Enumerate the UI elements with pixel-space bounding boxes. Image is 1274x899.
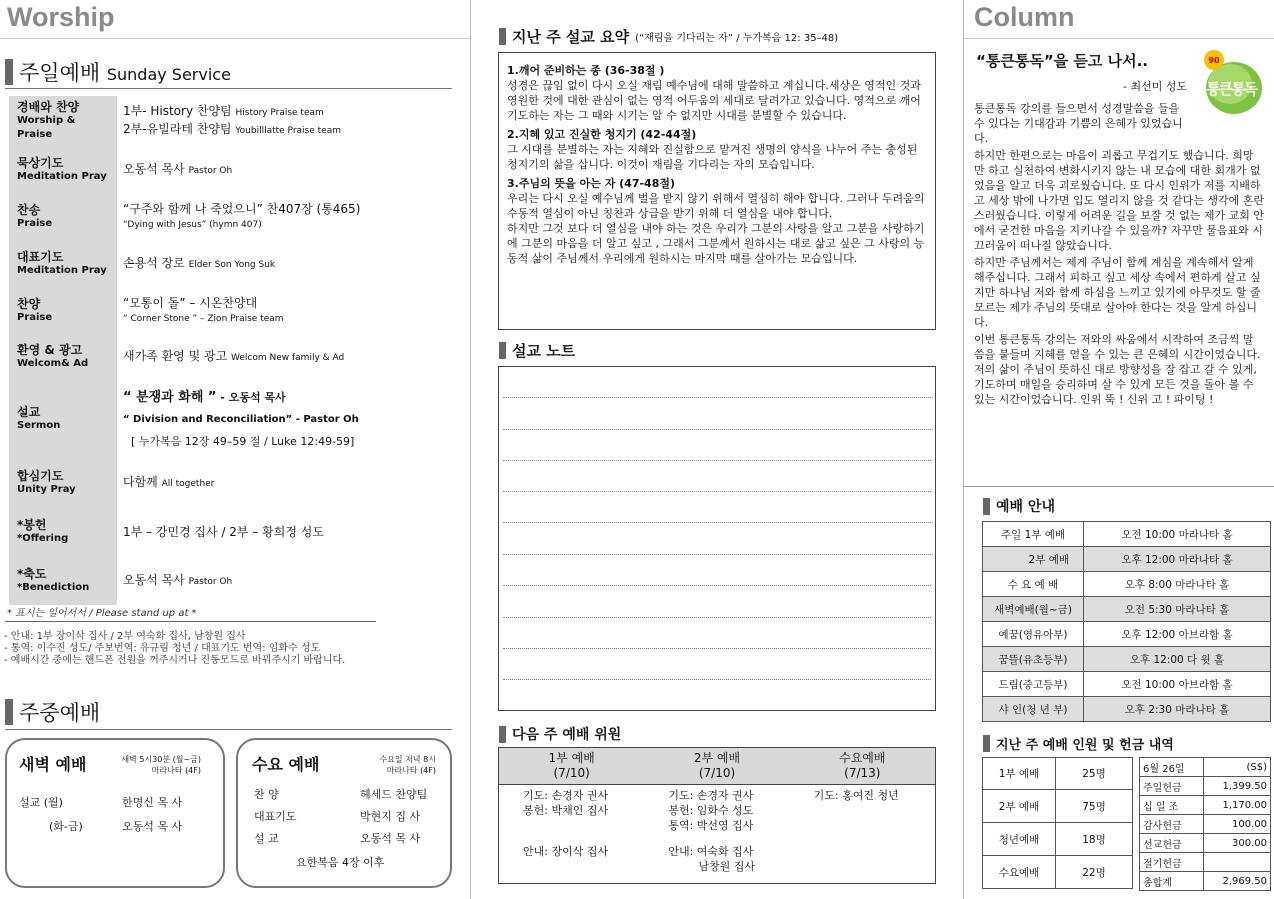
committee-entry: 남창원 집사 bbox=[698, 860, 755, 873]
table-row bbox=[983, 647, 1271, 672]
column-author: - 최선미 성도 bbox=[1123, 80, 1188, 93]
wednesday-time: 수요일 저녁 8시 bbox=[379, 755, 436, 764]
item-value: 2부-유빌라테 찬양팀 bbox=[123, 122, 232, 136]
report-title: 지난 주 예배 인원 및 헌금 내역 bbox=[996, 738, 1174, 753]
attendance-service: 1부 예배 bbox=[983, 758, 1056, 790]
service-item bbox=[9, 287, 452, 334]
committee-entry: 안내: 장이삭 집사 bbox=[523, 845, 609, 858]
sermon-title-en: “ Division and Reconciliation” - Pastor Oh bbox=[123, 413, 359, 425]
summary-heading bbox=[499, 26, 838, 47]
notice-line: - 통역: 이수진 성도/ 주보번역: 유규림 청년 / 대표기도 번역: 임화수 성도 bbox=[4, 643, 321, 654]
schedule-name: 2부 예배 bbox=[983, 547, 1084, 572]
item-label-ko: 대표기도 bbox=[17, 249, 64, 264]
offering-currency: (S$) bbox=[1203, 758, 1270, 777]
service-item bbox=[9, 557, 452, 605]
table-row bbox=[983, 597, 1271, 622]
notice-line: - 안내: 1부 장이삭 집사 / 2부 여숙화 집사, 남창원 집사 bbox=[4, 631, 246, 642]
table-row bbox=[983, 572, 1271, 597]
table-row bbox=[1140, 815, 1271, 834]
summary-reference: (“재림을 기다리는 자” / 누가복음 12: 35–48) bbox=[635, 33, 839, 44]
dawn-person: 오동석 목 사 bbox=[122, 820, 183, 833]
dawn-place: 마라나타 (4F) bbox=[151, 766, 201, 775]
service-item bbox=[9, 193, 452, 240]
summary-point-heading: 1.깨어 준비하는 종 (36-38절 ) bbox=[507, 64, 665, 77]
item-label-ko: 찬양 bbox=[17, 296, 41, 311]
report-heading bbox=[983, 734, 1174, 753]
item-label-en: *Benediction bbox=[17, 582, 90, 593]
section-bar-icon bbox=[983, 498, 990, 515]
offering-amount bbox=[1203, 853, 1270, 872]
column-paragraph: 하지만 주님께서는 제게 주님이 함께 계심을 계속해서 알게 해주십니다. 그래서 피하고 싶고 세상 속에서 편하게 살고 싶지만 하나님 저와 함께 하심을 느끼고 있기에 아무것도 할 줄 모르는 제가 주님의 뜻대로 살아야 한다는 것을 알게 하십니다. bbox=[974, 256, 1261, 329]
item-value-en: “ Corner Stone ” – Zion Praise team bbox=[123, 313, 284, 324]
table-row bbox=[1140, 872, 1271, 891]
offering-amount: 1,399.50 bbox=[1203, 777, 1270, 796]
midweek-heading bbox=[5, 697, 100, 727]
dawn-worship-card bbox=[5, 738, 225, 888]
wednesday-place: 마라나타 (4F) bbox=[386, 766, 436, 775]
offering-amount: 300.00 bbox=[1203, 834, 1270, 853]
item-value-en: Pastor Oh bbox=[188, 165, 233, 176]
offering-type: 총합계 bbox=[1140, 872, 1204, 891]
worship-schedule-table bbox=[982, 521, 1271, 722]
table-row bbox=[983, 672, 1271, 697]
item-value-en: Pastor Oh bbox=[188, 577, 233, 587]
item-label-ko: 환영 & 광고 bbox=[17, 342, 83, 357]
item-value: “모통이 돌” – 시온찬양대 bbox=[123, 295, 258, 310]
service-item bbox=[9, 240, 452, 287]
attendance-service: 청년예배 bbox=[983, 823, 1056, 856]
notice-line: - 예배시간 중에는 핸드폰 전원을 꺼주시거나 진동모드로 바꿔주시기 바랍니다. bbox=[4, 655, 346, 666]
table-row bbox=[983, 758, 1133, 790]
item-label-ko: 경배와 찬양 bbox=[17, 100, 80, 114]
committee-entry: 통역: 박선영 집사 bbox=[668, 819, 754, 832]
committee-entry: 기도: 손경자 권사 bbox=[668, 789, 754, 802]
offering-amount: 2,969.50 bbox=[1203, 872, 1270, 891]
committee-header: 2부 예배 bbox=[693, 751, 741, 765]
item-label-en: Meditation Pray bbox=[17, 264, 107, 276]
committee-date: (7/10) bbox=[698, 766, 736, 780]
committee-entry: 기도: 손경자 권사 bbox=[523, 789, 609, 802]
offering-amount: 1,170.00 bbox=[1203, 796, 1270, 815]
sermon-title-ko: “ 분쟁과 화해 ” bbox=[123, 389, 217, 405]
section-bar-icon bbox=[499, 726, 506, 743]
wednesday-person: 헤세드 찬양팀 bbox=[360, 788, 428, 801]
item-label-ko: *축도 bbox=[17, 567, 47, 581]
section-bar-icon bbox=[499, 28, 506, 45]
sermon-summary-box bbox=[498, 52, 936, 330]
table-row bbox=[1140, 796, 1271, 815]
summary-title: 지난 주 설교 요약 bbox=[512, 28, 630, 46]
worship-guide-title: 예배 안내 bbox=[996, 499, 1055, 515]
offering-type: 주일헌금 bbox=[1140, 777, 1204, 796]
column-paragraph: 통큰통독 강의를 들으면서 성경말씀을 들을 수 있다는 기대감과 기쁨의 은혜가 있었습니다. bbox=[974, 102, 1183, 145]
item-value: 1부 – 강민경 집사 / 2부 – 황희정 성도 bbox=[123, 525, 324, 539]
item-value-en: History Praise team bbox=[235, 108, 324, 118]
schedule-time: 오후 12:00 마라나타 홀 bbox=[1084, 547, 1271, 572]
committee-header: 수요예배 bbox=[839, 751, 886, 765]
table-row bbox=[1140, 758, 1271, 777]
sermon-preacher: - 오동석 목사 bbox=[216, 390, 286, 404]
item-value: 손용석 장로 bbox=[123, 255, 185, 270]
attendance-count: 22명 bbox=[1056, 856, 1133, 889]
item-value-en: Elder Son Yong Suk bbox=[188, 259, 276, 270]
service-item bbox=[9, 459, 452, 507]
wednesday-worship-card bbox=[236, 738, 452, 888]
dawn-role: 설교 (월) bbox=[19, 796, 63, 809]
summary-paragraph: 하지만 그것 보다 더 열심을 내야 하는 것은 우리가 그분의 사랑을 알고 그분을 사랑하기에 그분의 마음을 더 알고 싶고 , 그래서 그분께서 원하시는 대로 삶고 싶은 그 사랑의 능동적 삶이 주님께서 우리에게 원하시는 마지막 때를 살아가는 모습입니다. bbox=[507, 222, 925, 265]
summary-point-heading: 3.주님의 뜻을 아는 자 (47-48절) bbox=[507, 177, 676, 190]
committee-date: (7/10) bbox=[553, 766, 590, 780]
item-label-en: Sermon bbox=[17, 420, 61, 431]
section-bar-icon bbox=[983, 735, 990, 752]
attendance-service: 수요예배 bbox=[983, 856, 1056, 889]
schedule-time: 오후 12:00 아브라함 홀 bbox=[1084, 622, 1271, 647]
item-label-en: *Offering bbox=[17, 533, 69, 544]
order-of-service bbox=[9, 96, 452, 605]
committee-header: 1부 예배 bbox=[548, 751, 595, 765]
summary-paragraph: 우리는 다시 오실 예수님께 벌을 받지 않기 위해서 열심히 해야 합니다. 그러나 두려움의 수동적 열심이 아닌 칭찬과 상급을 받기 위해 더 열심을 내야 합니다. bbox=[507, 192, 925, 220]
wednesday-title: 수요 예배 bbox=[252, 755, 320, 774]
offering-type: 절기헌금 bbox=[1140, 853, 1204, 872]
section-bar-icon bbox=[499, 342, 506, 359]
schedule-time: 오전 10:00 아브라함 홀 bbox=[1084, 672, 1271, 697]
schedule-time: 오전 10:00 마라나타 홀 bbox=[1084, 522, 1271, 547]
attendance-count: 75명 bbox=[1056, 790, 1133, 823]
service-item bbox=[9, 334, 452, 379]
dawn-title: 새벽 예배 bbox=[19, 755, 87, 774]
schedule-name: 꿈뜰(유초등부) bbox=[983, 647, 1084, 672]
sunday-service-heading bbox=[5, 57, 231, 87]
service-item bbox=[9, 96, 452, 146]
dawn-person: 한명신 목 사 bbox=[122, 796, 183, 809]
table-row bbox=[983, 622, 1271, 647]
section-bar-icon bbox=[5, 699, 13, 725]
sunday-title-en: Sunday Service bbox=[106, 65, 231, 84]
committee-entry: 기도: 홍여진 청년 bbox=[813, 789, 899, 802]
schedule-name: 드림(중고등부) bbox=[983, 672, 1084, 697]
item-value-en: Welcom New family & Ad bbox=[231, 352, 345, 363]
table-row bbox=[1140, 834, 1271, 853]
table-row bbox=[983, 823, 1133, 856]
schedule-name: 수 요 예 배 bbox=[983, 572, 1084, 597]
sunday-title-ko: 주일예배 bbox=[19, 61, 101, 85]
attendance-count: 18명 bbox=[1056, 823, 1133, 856]
sermon-scripture: [ 누가복음 12장 49–59 절 / Luke 12:49-59] bbox=[131, 434, 355, 448]
column-body bbox=[974, 101, 1264, 407]
next-week-heading bbox=[499, 724, 621, 744]
column-heading: “통큰통독”을 듣고 나서.. bbox=[976, 52, 1148, 70]
item-label-ko: 설교 bbox=[17, 405, 41, 419]
dawn-time: 새벽 5시30분 (월~금) bbox=[121, 755, 201, 764]
offering-date: 6월 26일 bbox=[1140, 758, 1204, 777]
item-value-en: “Dying with Jesus” (hymn 407) bbox=[123, 219, 262, 230]
item-value: 오동석 목사 bbox=[123, 161, 185, 176]
item-value: 오동석 목사 bbox=[123, 573, 185, 587]
schedule-name: 예꿈(영유아부) bbox=[983, 622, 1084, 647]
next-week-committee-box bbox=[498, 747, 936, 884]
schedule-time: 오후 8:00 마라나타 홀 bbox=[1084, 572, 1271, 597]
item-value-en: All together bbox=[161, 479, 215, 489]
wednesday-person: 박현지 집 사 bbox=[360, 810, 421, 823]
item-value: 1부- History 찬양팀 bbox=[123, 104, 232, 118]
offering-amount: 100.00 bbox=[1203, 815, 1270, 834]
notes-title: 설교 노트 bbox=[512, 342, 576, 360]
offering-table bbox=[1139, 757, 1271, 891]
table-row bbox=[1140, 777, 1271, 796]
offering-type: 십 일 조 bbox=[1140, 796, 1204, 815]
wednesday-person: 오동석 목 사 bbox=[360, 832, 421, 845]
worship-title: Worship bbox=[7, 2, 115, 32]
schedule-time: 오후 2:30 마라나타 홀 bbox=[1084, 697, 1271, 722]
service-item bbox=[9, 146, 452, 193]
item-value: 새가족 환영 및 광고 bbox=[123, 348, 228, 363]
committee-entry: 봉헌: 임화수 성도 bbox=[668, 804, 754, 817]
wednesday-role: 대표기도 bbox=[254, 810, 297, 823]
schedule-name: 새벽예배(월~금) bbox=[983, 597, 1084, 622]
summary-paragraph: 성경은 끊임 없이 다시 오실 재림 예수님에 대해 말씀하고 계십니다.세상은 영적인 것과 영원한 것에 대한 관심이 없는 영적 어두움의 세대로 달려가고 있습니다. 영적으로 깨어 기도하는 자는 그 때와 시기는 알 수 없지만 시대를 분별할 수 있습니다. bbox=[507, 79, 921, 122]
table-row bbox=[983, 697, 1271, 722]
attendance-table bbox=[982, 757, 1133, 889]
schedule-time: 오전 5:30 마라나타 홀 bbox=[1084, 597, 1271, 622]
item-value-en: Youbilllatte Praise team bbox=[235, 126, 341, 136]
sermon-notes-box[interactable] bbox=[498, 366, 936, 711]
stand-note: * 표시는 일어서서 / Please stand up at * bbox=[7, 608, 197, 619]
table-row bbox=[983, 790, 1133, 823]
item-label-en: Praise bbox=[17, 311, 53, 323]
logo-text: 통큰통독 bbox=[1206, 80, 1258, 98]
wednesday-role: 설 교 bbox=[254, 832, 279, 845]
offering-type: 감사헌금 bbox=[1140, 815, 1204, 834]
service-item bbox=[9, 507, 452, 557]
offering-type: 선교헌금 bbox=[1140, 834, 1204, 853]
item-label-en: Praise bbox=[17, 217, 53, 229]
table-row bbox=[983, 547, 1271, 572]
wednesday-scripture: 요한복음 4장 이후 bbox=[296, 856, 385, 869]
schedule-name: 샤 인(청 년 부) bbox=[983, 697, 1084, 722]
item-label-en: Welcom& Ad bbox=[17, 357, 89, 369]
item-label-ko: *봉헌 bbox=[17, 518, 47, 532]
item-label-en: Meditation Pray bbox=[17, 170, 107, 182]
schedule-time: 오후 12:00 다 윗 홀 bbox=[1084, 647, 1271, 672]
notes-heading bbox=[499, 340, 575, 361]
worship-guide-heading bbox=[983, 496, 1055, 516]
next-week-title: 다음 주 예배 위원 bbox=[512, 727, 622, 743]
column-paragraph: 이번 통큰통독 강의는 저와의 싸움에서 시작하여 조금씩 말씀을 붙들며 지혜를 얻을 수 있는 큰 은혜의 시간이었습니다. 저의 삶이 주님이 뜻하신 대로 방향성을 잘 잡고 갈 수 있게, 기도하며 매일을 승리하며 살 수 있게 모든 것을 돌아 볼 수 있는 시간이었습니다. 인위 뚝 ! 신위 고 ! 파이팅 ! bbox=[974, 333, 1261, 406]
summary-paragraph: 그 시대를 분별하는 자는 지혜와 진실함으로 맡겨진 생명의 양식을 나누어 주는 충성된 청지기의 삶을 삽니다. 이것이 재림을 기다리는 자의 모습입니다. bbox=[507, 143, 918, 171]
committee-date: (7/13) bbox=[844, 766, 881, 780]
section-bar-icon bbox=[5, 59, 13, 85]
item-label-ko: 묵상기도 bbox=[17, 155, 64, 170]
table-row bbox=[983, 856, 1133, 889]
schedule-name: 주일 1부 예배 bbox=[983, 522, 1084, 547]
svg-text:90: 90 bbox=[1208, 56, 1220, 65]
committee-entry: 안내: 여숙화 집사 bbox=[668, 845, 754, 858]
wednesday-role: 찬 양 bbox=[254, 788, 279, 801]
attendance-count: 25명 bbox=[1056, 758, 1133, 790]
item-label-ko: 합심기도 bbox=[17, 469, 64, 483]
midweek-title: 주중예배 bbox=[19, 701, 101, 725]
table-row bbox=[983, 522, 1271, 547]
item-label-en: Unity Pray bbox=[17, 484, 76, 495]
table-row bbox=[1140, 853, 1271, 872]
dawn-role: (화-금) bbox=[49, 820, 83, 833]
column-paragraph: 하지만 한편으로는 마음이 괴롭고 무겁기도 했습니다. 희망만 하고 실천하여 변화시키지 않는 내 모습에 대한 회개가 없었음을 알고 더욱 괴로웠습니다. 또 다시 인위가 저를 지배하고 세상 밖에 나가면 입도 열리지 않을 것 같다는 생각에 혼란스러웠습니다. 이렇게 어려운 길을 보잘 것 없는 제가 교회 안에서 굳건한 마음을 지키나갈 수 있을까? 자꾸만 물음표와 시끄러움이 떠나질 않았습니다. bbox=[974, 149, 1264, 252]
item-value: “구주와 함께 나 죽었으니” 찬407장 (통465) bbox=[123, 201, 361, 216]
item-value: 다함께 bbox=[123, 475, 158, 489]
item-label-ko: 찬송 bbox=[17, 202, 41, 217]
attendance-service: 2부 예배 bbox=[983, 790, 1056, 823]
committee-entry: 봉헌: 박채인 집사 bbox=[523, 804, 609, 817]
service-item bbox=[9, 379, 452, 459]
column-title: Column bbox=[974, 2, 1075, 32]
item-label-en: Worship & Praise bbox=[17, 115, 76, 140]
summary-point-heading: 2.지혜 있고 진실한 청지기 (42-44절) bbox=[507, 128, 697, 141]
